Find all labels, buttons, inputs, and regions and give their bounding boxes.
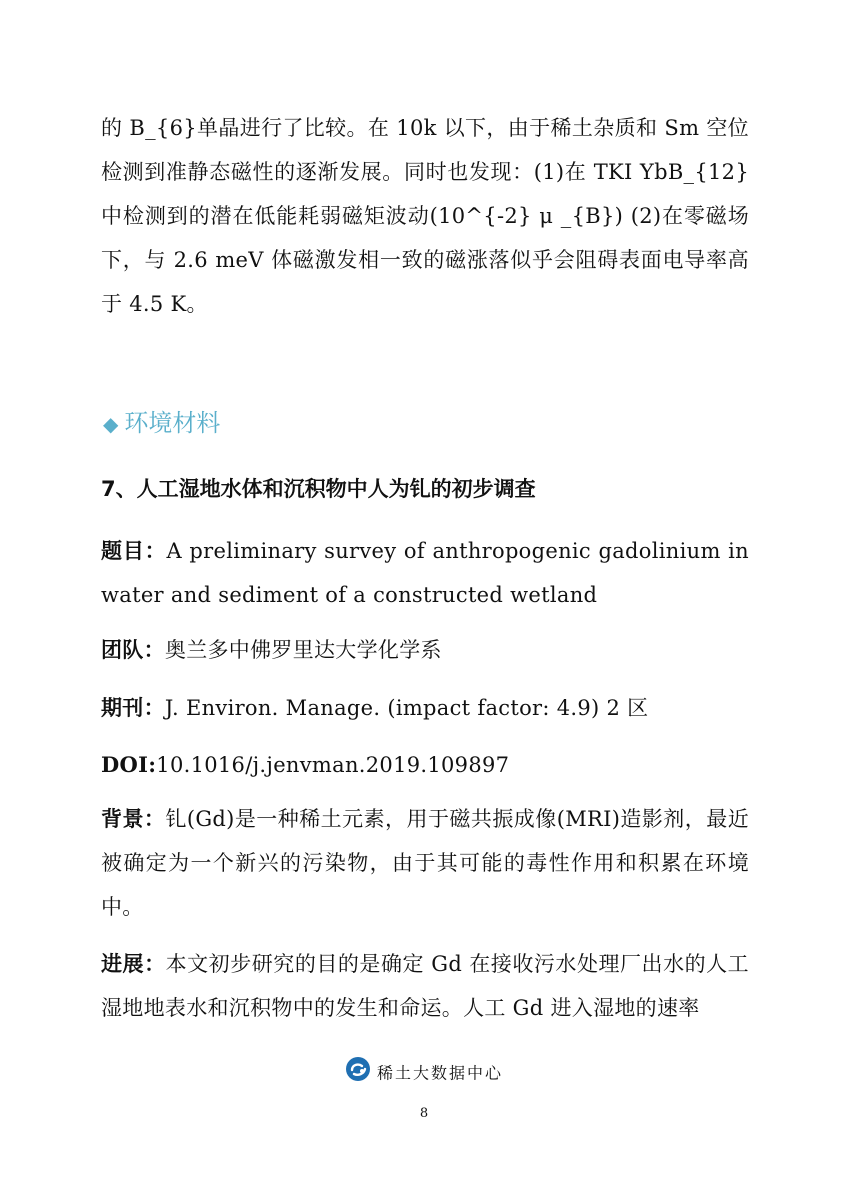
doi-field <box>101 743 749 787</box>
progress-field <box>101 942 749 1030</box>
journal-value: J. Environ. Manage. (impact factor: 4.9) 2 区 <box>164 696 649 720</box>
doi-label: DOI: <box>101 752 157 777</box>
article-title: 7、人工湿地水体和沉积物中人为钆的初步调查 <box>101 477 536 501</box>
page-number: 8 <box>419 1106 429 1121</box>
brand-logo-icon <box>345 1056 371 1091</box>
paper-title-label: 题目： <box>101 539 167 563</box>
background-value: 钆(Gd)是一种稀土元素，用于磁共振成像(MRI)造影剂，最近被确定为一个新兴的污染物，由于其可能的毒性作用和积累在环境中。 <box>101 807 749 919</box>
paper-title-field <box>101 529 749 617</box>
journal-label: 期刊： <box>101 696 165 720</box>
doi-value: 10.1016/j.jenvman.2019.109897 <box>156 753 510 777</box>
footer-brand-text: 稀土大数据中心 <box>376 1063 503 1083</box>
progress-label: 进展： <box>101 952 166 976</box>
team-label: 团队： <box>101 638 165 662</box>
section-heading-text: 环境材料 <box>124 409 221 437</box>
team-value: 奥兰多中佛罗里达大学化学系 <box>164 638 442 662</box>
footer-brand <box>0 1056 848 1091</box>
journal-field <box>101 686 749 730</box>
section-heading <box>103 401 220 446</box>
paper-title-value: A preliminary survey of anthropogenic gadolinium in water and sediment of a constructed wetland <box>101 539 749 607</box>
intro-paragraph: 的 B_{6}单晶进行了比较。在 10k 以下，由于稀土杂质和 Sm 空位检测到准静态磁性的逐渐发展。同时也发现：(1)在 TKI YbB_{12}中检测到的潜在低能耗弱磁矩波动(10^{-2} μ _{B}) (2)在零磁场下，与 2.6 meV 体磁激发相一致的磁涨落似乎会阻碍表面电导率高于 4.5 K。 <box>101 116 749 316</box>
diamond-bullet-icon: ◆ <box>103 412 119 436</box>
progress-value: 本文初步研究的目的是确定 Gd 在接收污水处理厂出水的人工湿地地表水和沉积物中的发生和命运。人工 Gd 进入湿地的速率 <box>101 952 749 1020</box>
background-label: 背景： <box>101 807 166 831</box>
team-field <box>101 628 749 672</box>
background-field <box>101 797 749 929</box>
